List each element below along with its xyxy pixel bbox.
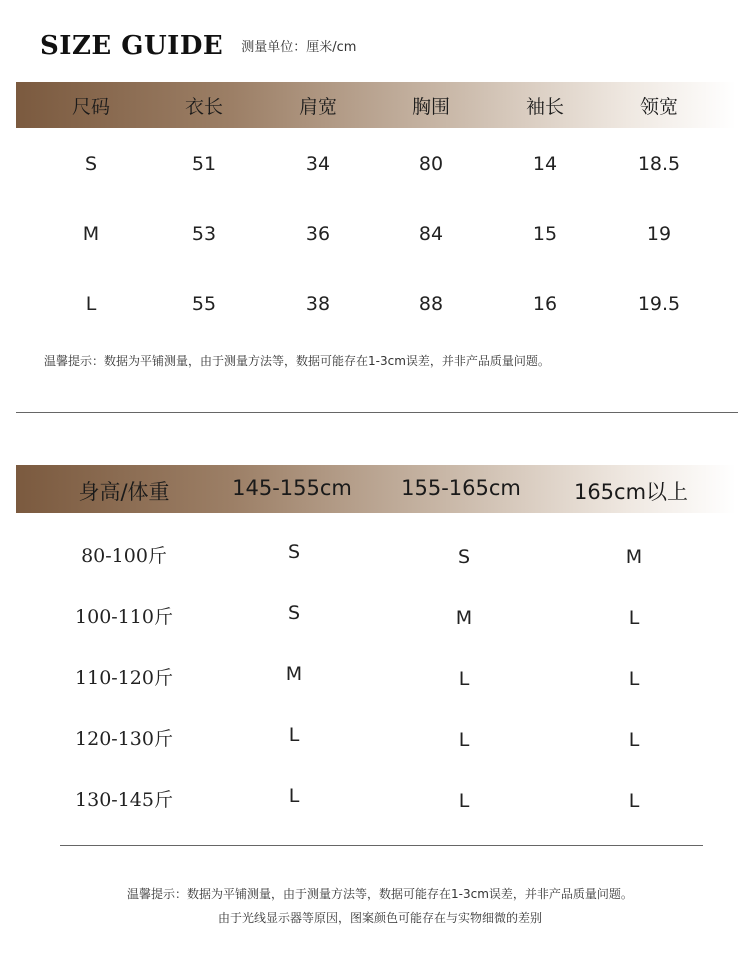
weight-range: 130-145斤 [75,789,173,811]
footer-divider [60,845,703,846]
size-label: M [82,223,100,245]
size-measurement: 18.5 [637,153,681,175]
size-measurement: 19.5 [637,293,681,315]
measurement-unit: 测量单位：厘米/cm [241,40,357,55]
recommended-size: M [285,663,303,685]
recommended-size: L [628,668,640,690]
size-table-header-cell: 领宽 [639,96,679,118]
size-measurement: 19 [646,223,672,245]
size-table-header-cell: 袖长 [525,96,565,118]
size-measurement: 80 [418,153,444,175]
recommended-size: M [455,607,473,629]
recommended-size: L [288,785,300,807]
size-label: S [84,153,98,175]
size-measurement: 88 [418,293,444,315]
size-measurement: 38 [305,293,331,315]
fit-table-header-cell: 165cm以上 [573,480,689,504]
recommended-size: L [288,724,300,746]
size-measurement: 36 [305,223,331,245]
size-table-header-cell: 胸围 [411,96,451,118]
size-table-header-band [16,82,736,128]
section-divider [16,412,738,413]
size-measurement: 15 [532,223,558,245]
size-table-header-cell: 尺码 [71,96,111,118]
weight-range: 100-110斤 [75,606,173,628]
weight-range: 80-100斤 [81,545,167,567]
size-table-header-cell: 衣长 [184,96,224,118]
page-header [40,26,356,62]
size-table-note: 温馨提示：数据为平铺测量，由于测量方法等，数据可能存在1-3cm误差，并非产品质量问题。 [44,354,550,368]
recommended-size: S [457,546,471,568]
recommended-size: L [458,790,470,812]
footer-color-note: 由于光线显示器等原因，图案颜色可能存在与实物细微的差别 [217,911,542,925]
size-label: L [85,293,97,315]
fit-table-header-cell: 155-165cm [401,476,521,500]
page-title: SIZE GUIDE [40,31,224,61]
size-measurement: 14 [532,153,558,175]
recommended-size: L [458,668,470,690]
recommended-size: M [625,546,643,568]
weight-range: 120-130斤 [75,728,173,750]
recommended-size: L [458,729,470,751]
recommended-size: S [287,541,301,563]
size-table-header-cell: 肩宽 [298,96,338,118]
size-measurement: 53 [191,223,217,245]
size-measurement: 84 [418,223,444,245]
size-measurement: 16 [532,293,558,315]
recommended-size: L [628,729,640,751]
recommended-size: S [287,602,301,624]
size-measurement: 34 [305,153,331,175]
fit-table-header-cell: 145-155cm [232,476,352,500]
fit-table-header-cell: 身高/体重 [78,480,170,504]
weight-range: 110-120斤 [75,667,173,689]
recommended-size: L [628,790,640,812]
footer-note: 温馨提示：数据为平铺测量，由于测量方法等，数据可能存在1-3cm误差，并非产品质量问题。 [127,887,633,901]
recommended-size: L [628,607,640,629]
size-measurement: 55 [191,293,217,315]
size-measurement: 51 [191,153,217,175]
